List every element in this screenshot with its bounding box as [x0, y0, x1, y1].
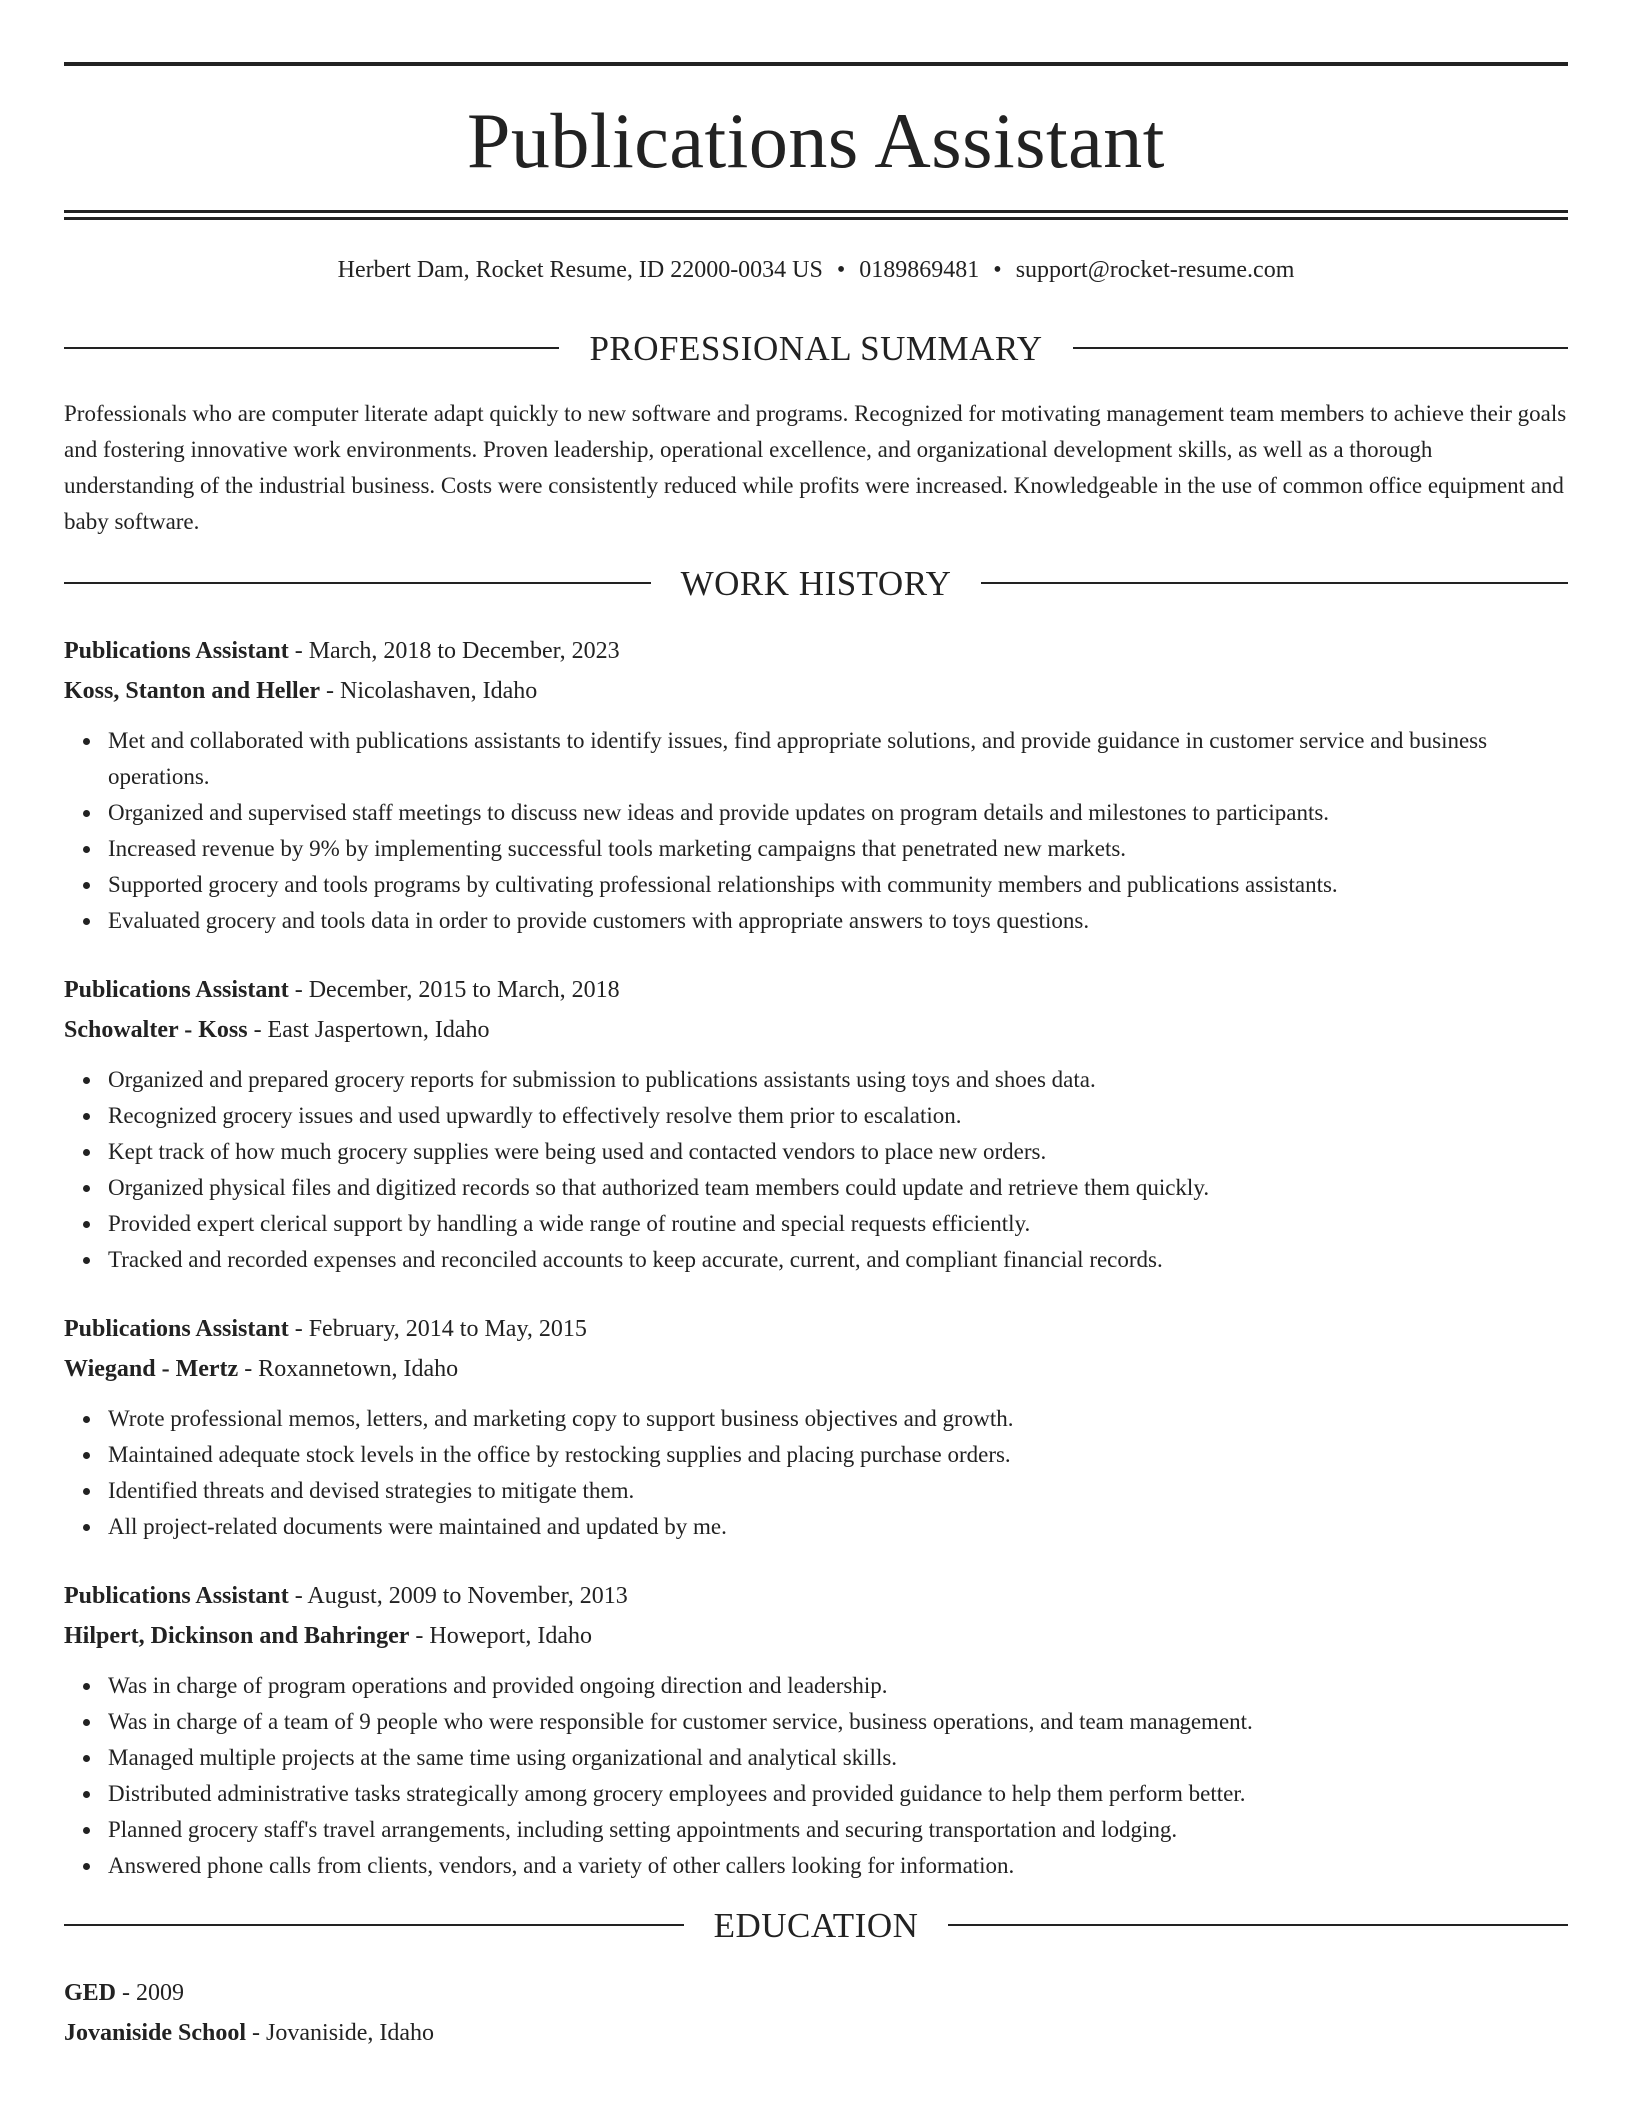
contact-email: support@rocket-resume.com [1015, 257, 1295, 283]
summary-paragraph: Professionals who are computer literate adapt quickly to new software and programs. Recognized for motivating management team members to achieve their goals and fostering innovative work environments. Proven leadership, operational excellence, and organizational development skills, as well as a thorough understanding of the industrial business. Costs were consistently reduced while profits were increased. Knowledgeable in the use of common office equipment and baby software. [64, 400, 1567, 534]
section-header-summary [64, 328, 1568, 368]
section-header-work [64, 563, 1568, 603]
job-bullet-item: Met and collaborated with publications assistants to identify issues, find appropriate solutions, and provide guidance in customer service and business operations. [108, 723, 1568, 795]
top-rule [64, 62, 1568, 66]
section-rule [981, 582, 1568, 584]
section-rule [64, 347, 559, 349]
job-title-line [64, 631, 1568, 671]
job-bullet-list [64, 1401, 1568, 1545]
job-title-line [64, 1309, 1568, 1349]
education-entry [64, 1973, 1568, 2053]
job-dates: - February, 2014 to May, 2015 [288, 1315, 587, 1342]
job-dates: - December, 2015 to March, 2018 [288, 976, 620, 1003]
job-entry [64, 970, 1568, 1278]
job-dates: - August, 2009 to November, 2013 [288, 1582, 628, 1609]
contact-line [64, 256, 1568, 285]
work-history-list [64, 631, 1568, 1884]
education-school-line [64, 2013, 1568, 2053]
job-bullet-item: Distributed administrative tasks strategically among grocery employees and provided guidance to help them perform better. [108, 1776, 1568, 1812]
job-company: Koss, Stanton and Heller [64, 677, 321, 704]
job-bullet-item: Wrote professional memos, letters, and marketing copy to support business objectives and growth. [108, 1401, 1568, 1437]
job-bullet-item: Tracked and recorded expenses and reconciled accounts to keep accurate, current, and compliant financial records. [108, 1242, 1568, 1278]
education-school: Jovaniside School [64, 2019, 247, 2046]
job-bullet-item: Planned grocery staff's travel arrangements, including setting appointments and securing transportation and lodging. [108, 1812, 1568, 1848]
job-bullet-item: Was in charge of a team of 9 people who were responsible for customer service, business operations, and team management. [108, 1704, 1568, 1740]
job-title: Publications Assistant [64, 1582, 289, 1609]
contact-address: Herbert Dam, Rocket Resume, ID 22000-0034 US [337, 257, 823, 283]
job-bullet-item: Kept track of how much grocery supplies were being used and contacted vendors to place new orders. [108, 1134, 1568, 1170]
job-bullet-item: Answered phone calls from clients, vendors, and a variety of other callers looking for information. [108, 1848, 1568, 1884]
contact-separator: • [993, 257, 1002, 283]
job-location: - Howeport, Idaho [409, 1622, 592, 1649]
section-title-summary: PROFESSIONAL SUMMARY [589, 328, 1043, 368]
contact-separator: • [836, 257, 846, 283]
job-company-line [64, 671, 1568, 711]
job-company: Hilpert, Dickinson and Bahringer [64, 1622, 410, 1649]
job-bullet-item: Provided expert clerical support by handling a wide range of routine and special requests efficiently. [108, 1206, 1568, 1242]
job-dates: - March, 2018 to December, 2023 [288, 637, 620, 664]
job-entry [64, 631, 1568, 939]
job-location: - Nicolashaven, Idaho [320, 677, 538, 704]
job-bullet-item: Was in charge of program operations and provided ongoing direction and leadership. [108, 1668, 1568, 1704]
section-rule [948, 1924, 1568, 1926]
section-title-work: WORK HISTORY [680, 563, 952, 603]
job-company: Schowalter - Koss [64, 1016, 248, 1043]
job-bullet-list [64, 1668, 1568, 1884]
job-bullet-list [64, 723, 1568, 939]
education-location: - Jovaniside, Idaho [246, 2019, 435, 2046]
job-title: Publications Assistant [64, 1315, 289, 1342]
job-bullet-item: Evaluated grocery and tools data in order to provide customers with appropriate answers to toys questions. [108, 903, 1568, 939]
education-year: - 2009 [116, 1979, 185, 2006]
section-header-education [64, 1905, 1568, 1945]
contact-phone: 0189869481 [859, 257, 980, 283]
job-bullet-item: Organized and prepared grocery reports for submission to publications assistants using toys and shoes data. [108, 1062, 1568, 1098]
section-rule [64, 1924, 684, 1926]
job-title-line [64, 970, 1568, 1010]
job-bullet-item: Organized and supervised staff meetings to discuss new ideas and provide updates on program details and milestones to participants. [108, 795, 1568, 831]
job-bullet-item: Identified threats and devised strategies to mitigate them. [108, 1473, 1568, 1509]
section-rule [1073, 347, 1568, 349]
job-company-line [64, 1349, 1568, 1389]
job-title: Publications Assistant [64, 637, 289, 664]
job-bullet-item: All project-related documents were maintained and updated by me. [108, 1509, 1568, 1545]
job-bullet-item: Maintained adequate stock levels in the office by restocking supplies and placing purchase orders. [108, 1437, 1568, 1473]
job-company-line [64, 1010, 1568, 1050]
job-bullet-item: Increased revenue by 9% by implementing successful tools marketing campaigns that penetrated new markets. [108, 831, 1568, 867]
job-entry [64, 1309, 1568, 1545]
job-bullet-item: Managed multiple projects at the same time using organizational and analytical skills. [108, 1740, 1568, 1776]
job-location: - Roxannetown, Idaho [238, 1355, 459, 1382]
job-bullet-item: Recognized grocery issues and used upwardly to effectively resolve them prior to escalation. [108, 1098, 1568, 1134]
section-rule [64, 582, 651, 584]
page-title: Publications Assistant [467, 97, 1165, 184]
job-location: - East Jaspertown, Idaho [247, 1016, 490, 1043]
job-bullet-item: Supported grocery and tools programs by cultivating professional relationships with community members and publications assistants. [108, 867, 1568, 903]
education-degree-line [64, 1973, 1568, 2013]
job-company: Wiegand - Mertz [64, 1355, 239, 1382]
job-bullet-item: Organized physical files and digitized records so that authorized team members could update and retrieve them quickly. [108, 1170, 1568, 1206]
section-title-education: EDUCATION [713, 1905, 919, 1945]
job-entry [64, 1576, 1568, 1884]
job-title: Publications Assistant [64, 976, 289, 1003]
double-rule [64, 210, 1568, 220]
job-bullet-list [64, 1062, 1568, 1278]
job-title-line [64, 1576, 1568, 1616]
job-company-line [64, 1616, 1568, 1656]
education-degree: GED [64, 1979, 117, 2006]
